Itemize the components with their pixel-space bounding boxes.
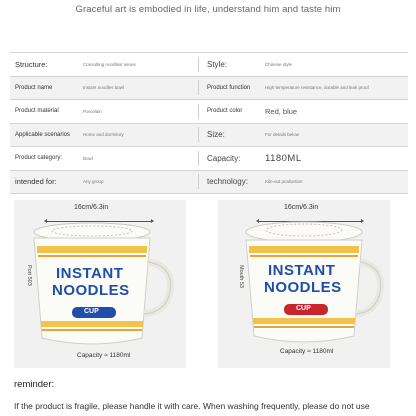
column-divider bbox=[198, 174, 199, 189]
bowl-handle bbox=[144, 262, 171, 314]
logo-line-2: NOODLES bbox=[264, 279, 342, 296]
logo-line-1: INSTANT bbox=[268, 262, 336, 279]
spec-value: Any group bbox=[83, 179, 104, 185]
width-label: 16cm/6.3in bbox=[74, 204, 109, 211]
reminder-title: reminder: bbox=[14, 379, 55, 390]
column-divider bbox=[198, 127, 199, 142]
spec-label: Product name bbox=[15, 84, 53, 91]
spec-row bbox=[10, 124, 408, 148]
spec-label: Product material bbox=[15, 108, 59, 115]
spec-label: Applicable scenarios bbox=[15, 131, 71, 138]
side-label: Mouth 53 bbox=[238, 265, 244, 288]
column-divider bbox=[198, 80, 199, 95]
spec-label-2: Product color bbox=[207, 108, 243, 115]
side-label: Port 503 bbox=[26, 265, 32, 286]
spec-label-2: Size: bbox=[207, 130, 225, 140]
spec-label-2: technology: bbox=[207, 177, 248, 187]
product-photo-blue bbox=[14, 200, 186, 368]
spec-value-2: Kiln-out production bbox=[265, 179, 303, 185]
stripe-top-2 bbox=[250, 255, 358, 257]
spec-row bbox=[10, 147, 408, 171]
stripe-bottom-2 bbox=[254, 326, 354, 328]
logo-line-2: NOODLES bbox=[52, 282, 130, 299]
spec-value-2: 1180ML bbox=[265, 152, 302, 164]
spec-value-2: Chinese style bbox=[265, 61, 293, 67]
stripe-top bbox=[249, 246, 359, 253]
capacity-label: Capacity ≈ 1180ml bbox=[77, 352, 131, 359]
spec-value: Bowl bbox=[83, 155, 93, 161]
spec-value-2: High temperature resistance, durable and leak proof bbox=[265, 85, 369, 91]
cup-label: CUP bbox=[84, 308, 99, 315]
spec-label: Product category: bbox=[15, 155, 63, 162]
spec-row bbox=[10, 77, 408, 101]
spec-row bbox=[10, 53, 408, 77]
column-divider bbox=[198, 104, 199, 119]
spec-table bbox=[10, 52, 408, 194]
column-divider bbox=[198, 57, 199, 72]
spec-row bbox=[10, 100, 408, 124]
spec-value: Consulting noodles/ series bbox=[83, 61, 136, 67]
spec-label: intended for: bbox=[15, 177, 57, 187]
spec-value: Instant noodles bowl bbox=[83, 85, 125, 91]
width-label: 16cm/6.3in bbox=[284, 204, 319, 211]
spec-value: Porcelain bbox=[83, 108, 102, 114]
cup-label: CUP bbox=[296, 305, 311, 312]
tagline: Graceful art is embodied in life, understand him and taste him bbox=[75, 4, 341, 15]
spec-value-2: Red, blue bbox=[265, 106, 298, 116]
product-photo-red bbox=[218, 200, 390, 368]
spec-row bbox=[10, 171, 408, 195]
capacity-label: Capacity ≈ 1180ml bbox=[280, 348, 334, 355]
column-divider bbox=[198, 151, 199, 166]
stripe-bottom-2 bbox=[42, 329, 142, 331]
stripe-top bbox=[37, 246, 147, 253]
spec-label: Structure: bbox=[15, 59, 48, 69]
lid bbox=[246, 222, 362, 242]
spec-label-2: Style: bbox=[207, 59, 228, 69]
stripe-bottom bbox=[253, 318, 355, 324]
spec-value-2: For details below bbox=[265, 132, 300, 138]
logo-line-1: INSTANT bbox=[56, 265, 124, 282]
spec-label-2: Capacity: bbox=[207, 153, 241, 163]
reminder-text: If the product is fragile, please handle it with care. When washing frequently, please do not use bbox=[14, 401, 370, 411]
spec-label-2: Product function bbox=[207, 84, 251, 91]
stripe-top-2 bbox=[38, 255, 146, 257]
spec-value: Home and dormitory bbox=[83, 132, 124, 138]
stripe-bottom bbox=[41, 321, 143, 327]
